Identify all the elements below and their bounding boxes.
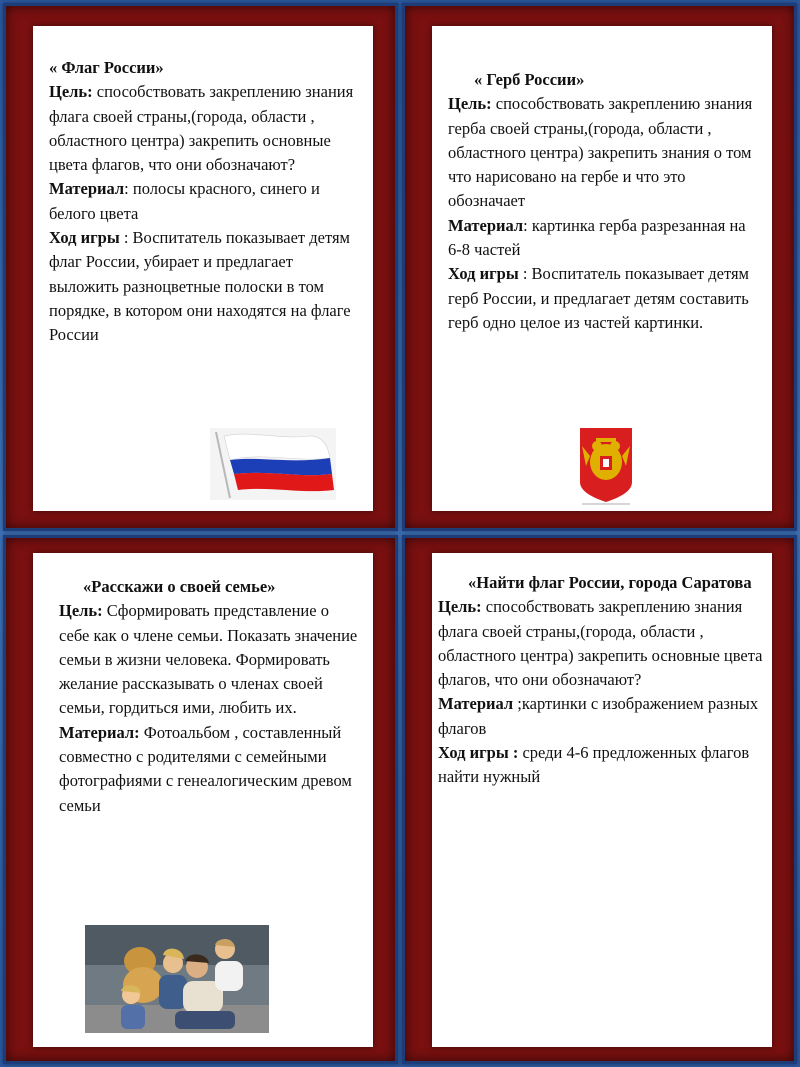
game-text: : Воспитатель показывает детям герб России, и предлагает детям составить герб одно целое из частей картинки.: [448, 264, 750, 332]
goal-text: способствовать закреплению знания флага своей страны,(города, области , областного центра) закрепить основные цвета флагов, что они обозначают?: [438, 597, 763, 690]
game-label: Ход игры: [49, 228, 120, 248]
goal-text: Сформировать представление о себе как о члене семьи. Показать значение семьи в жизни человека. Формировать желание рассказывать о членах своей семьи, гордиться ими, любить их.: [59, 601, 358, 718]
card-text: [438, 571, 764, 790]
material-label: Материал:: [59, 722, 140, 742]
game-text: : Воспитатель показывает детям флаг России, убирает и предлагает выложить разноцветные полоски в том порядке, в котором они находятся на флаге России: [49, 228, 351, 345]
card-title: «Найти флаг России, города Саратова: [468, 573, 752, 592]
game-label: Ход игры: [448, 264, 519, 284]
card-content: [432, 26, 772, 511]
material-text: Фотоальбом , составленный совместно с родителями с семейными фотографиями с генеалогическим древом семьи: [59, 722, 352, 815]
card-flag-of-russia: [3, 3, 398, 531]
goal-label: Цель:: [448, 94, 492, 114]
goal-text: способствовать закреплению знания герба своей страны,(города, области , областного центра) закрепить знания о том что нарисовано на гербе и что это обозначает: [448, 94, 753, 211]
family-photo: [85, 925, 269, 1033]
goal-label: Цель:: [49, 82, 93, 102]
card-title: « Флаг России»: [49, 58, 164, 77]
material-text: ;картинки с изображением разных флагов: [438, 694, 759, 738]
card-text: [49, 56, 359, 348]
card-content: [432, 553, 772, 1047]
card-family: [3, 535, 398, 1064]
russian-coat-of-arms-picture: [578, 426, 634, 506]
material-text: : полосы красного, синего и белого цвета: [49, 179, 320, 223]
card-coat-of-arms: [402, 3, 797, 531]
goal-label: Цель:: [59, 601, 103, 621]
russian-flag-picture: [210, 428, 336, 500]
material-label: Материал: [49, 179, 125, 199]
card-text: [59, 575, 363, 818]
goal-label: Цель:: [438, 597, 482, 617]
card-text: [448, 68, 762, 335]
card-title: «Расскажи о своей семье»: [83, 577, 276, 596]
material-label: Материал: [438, 694, 514, 714]
game-label: Ход игры :: [438, 743, 519, 763]
material-label: Материал: [448, 215, 524, 235]
card-content: [33, 26, 373, 511]
game-text: среди 4-6 предложенных флагов найти нужный: [438, 743, 750, 787]
card-find-flag: [402, 535, 797, 1064]
goal-text: способствовать закреплению знания флага своей страны,(города, области , областного центра) закрепить основные цвета флагов, что они обозначают?: [49, 82, 354, 175]
card-content: [33, 553, 373, 1047]
material-text: : картинка герба разрезанная на 6-8 частей: [448, 215, 746, 260]
card-title: « Герб России»: [474, 70, 585, 89]
